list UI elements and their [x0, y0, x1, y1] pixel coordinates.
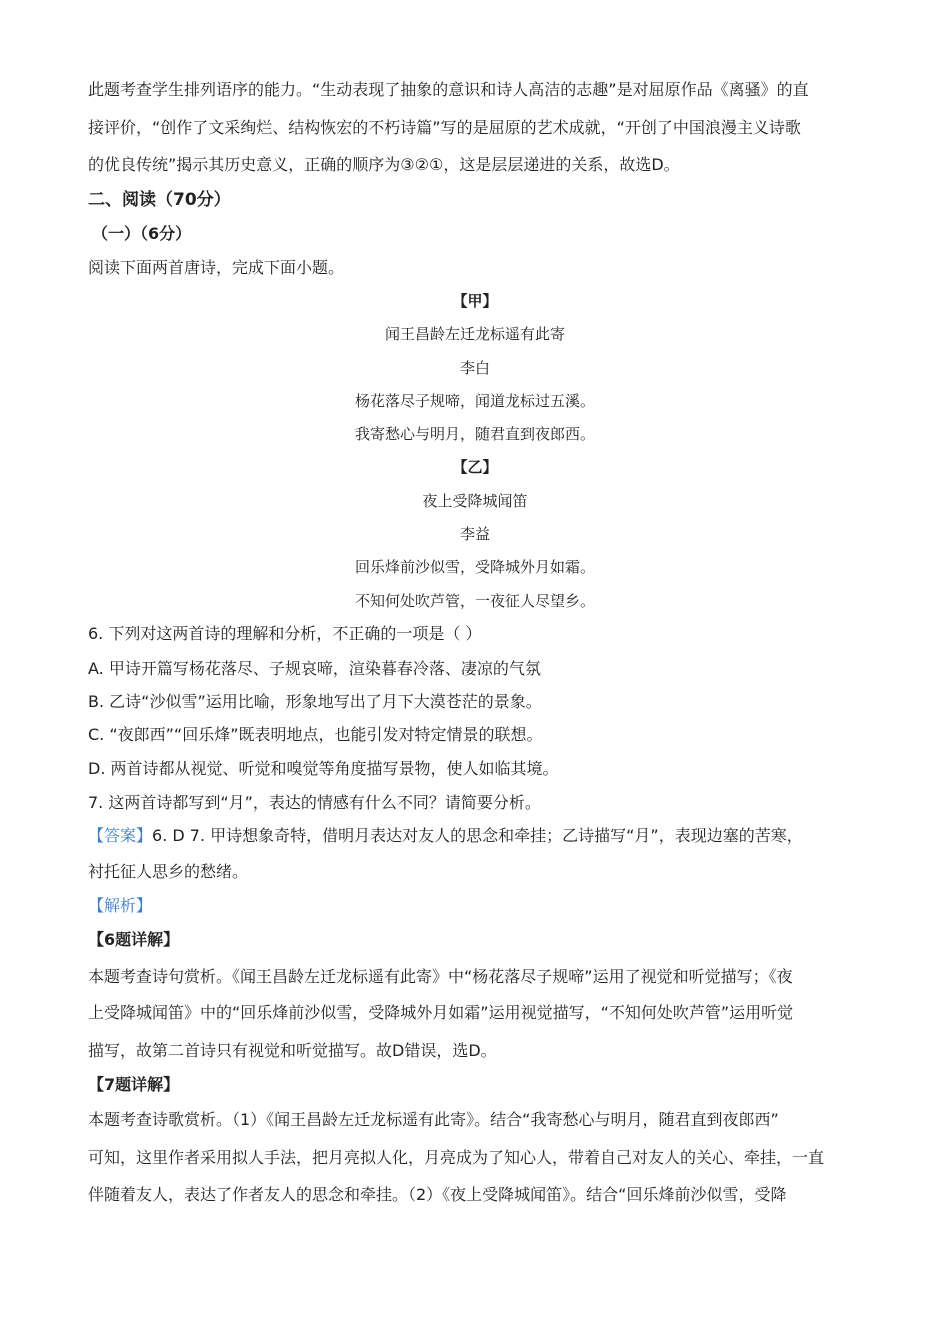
- paragraph-line: 接评价，“创作了文采绚烂、结构恢宏的不朽诗篇”写的是屈原的艺术成就，“开创了中国浪漫主义诗歌: [88, 118, 801, 137]
- answer-label: 【答案】: [88, 826, 153, 845]
- poem-jia-title: 闻王昌龄左迁龙标遥有此寄: [384, 325, 565, 343]
- option-c: C. “夜郎西”“回乐烽”既表明地点，也能引发对特定情景的联想。: [88, 725, 543, 744]
- answer-line: [88, 824, 803, 848]
- detail-7-line: 伴随着友人，表达了作者友人的思念和牵挂。（2）《夜上受降城闻笛》。结合“回乐烽前沙似雪，受降: [88, 1185, 787, 1204]
- poem-jia-author: 李白: [459, 359, 490, 377]
- question-6: 6. 下列对这两首诗的理解和分析，不正确的一项是（ ）: [88, 624, 482, 643]
- poem-yi-line: 不知何处吹芦管，一夜征人尽望乡。: [354, 592, 595, 610]
- poem-jia-mark: 【甲】: [452, 292, 498, 310]
- detail-6-line: 本题考查诗句赏析。《闻王昌龄左迁龙标遥有此寄》中“杨花落尽子规啼”运用了视觉和听觉描写；《夜: [88, 967, 793, 986]
- subsection-title: （一）（6分）: [92, 224, 192, 243]
- option-d: D. 两首诗都从视觉、听觉和嗅觉等角度描写景物，使人如临其境。: [88, 759, 559, 778]
- detail-6-line: 上受降城闻笛》中的“回乐烽前沙似雪，受降城外月如霜”运用视觉描写，“不知何处吹芦管”运用听觉: [88, 1003, 794, 1022]
- poem-yi-line: 回乐烽前沙似雪，受降城外月如霜。: [354, 558, 595, 576]
- detail-7-heading: 【7题详解】: [88, 1075, 180, 1094]
- section-title: 二、阅读（70分）: [88, 190, 231, 210]
- detail-7-line: 可知，这里作者采用拟人手法，把月亮拟人化，月亮成为了知心人，带着自己对友人的关心、牵挂，一直: [88, 1148, 825, 1167]
- poem-yi-title: 夜上受降城闻笛: [422, 492, 528, 510]
- answer-line-2: 衬托征人思乡的愁绪。: [88, 862, 249, 881]
- paragraph-line: 此题考查学生排列语序的能力。“生动表现了抽象的意识和诗人高洁的志趣”是对屈原作品《离骚》的直: [88, 80, 809, 99]
- poem-yi-mark: 【乙】: [452, 458, 498, 476]
- poem-yi-author: 李益: [459, 525, 490, 543]
- poem-jia-line: 我寄愁心与明月，随君直到夜郎西。: [354, 425, 595, 443]
- section-intro: 阅读下面两首唐诗，完成下面小题。: [88, 258, 345, 277]
- detail-7-line: 本题考查诗歌赏析。（1）《闻王昌龄左迁龙标遥有此寄》。结合“我寄愁心与明月，随君直到夜郎西”: [88, 1110, 779, 1129]
- question-7: 7. 这两首诗都写到“月”，表达的情感有什么不同？请简要分析。: [88, 793, 541, 812]
- analysis-label: 【解析】: [88, 896, 153, 915]
- paragraph-line: 的优良传统”揭示其历史意义，正确的顺序为③②①，这是层层递进的关系，故选D。: [88, 155, 680, 174]
- option-b: B. 乙诗“沙似雪”运用比喻，形象地写出了月下大漠苍茫的景象。: [88, 692, 542, 711]
- detail-6-line: 描写，故第二首诗只有视觉和听觉描写。故D错误，选D。: [88, 1041, 497, 1060]
- detail-6-heading: 【6题详解】: [88, 930, 180, 949]
- answer-text: 6. D 7. 甲诗想象奇特，借明月表达对友人的思念和牵挂；乙诗描写“月”，表现边塞的苦寒，: [152, 826, 803, 845]
- option-a: A. 甲诗开篇写杨花落尽、子规哀啼，渲染暮春冷落、凄凉的气氛: [88, 659, 541, 678]
- poem-jia-line: 杨花落尽子规啼，闻道龙标过五溪。: [354, 392, 595, 410]
